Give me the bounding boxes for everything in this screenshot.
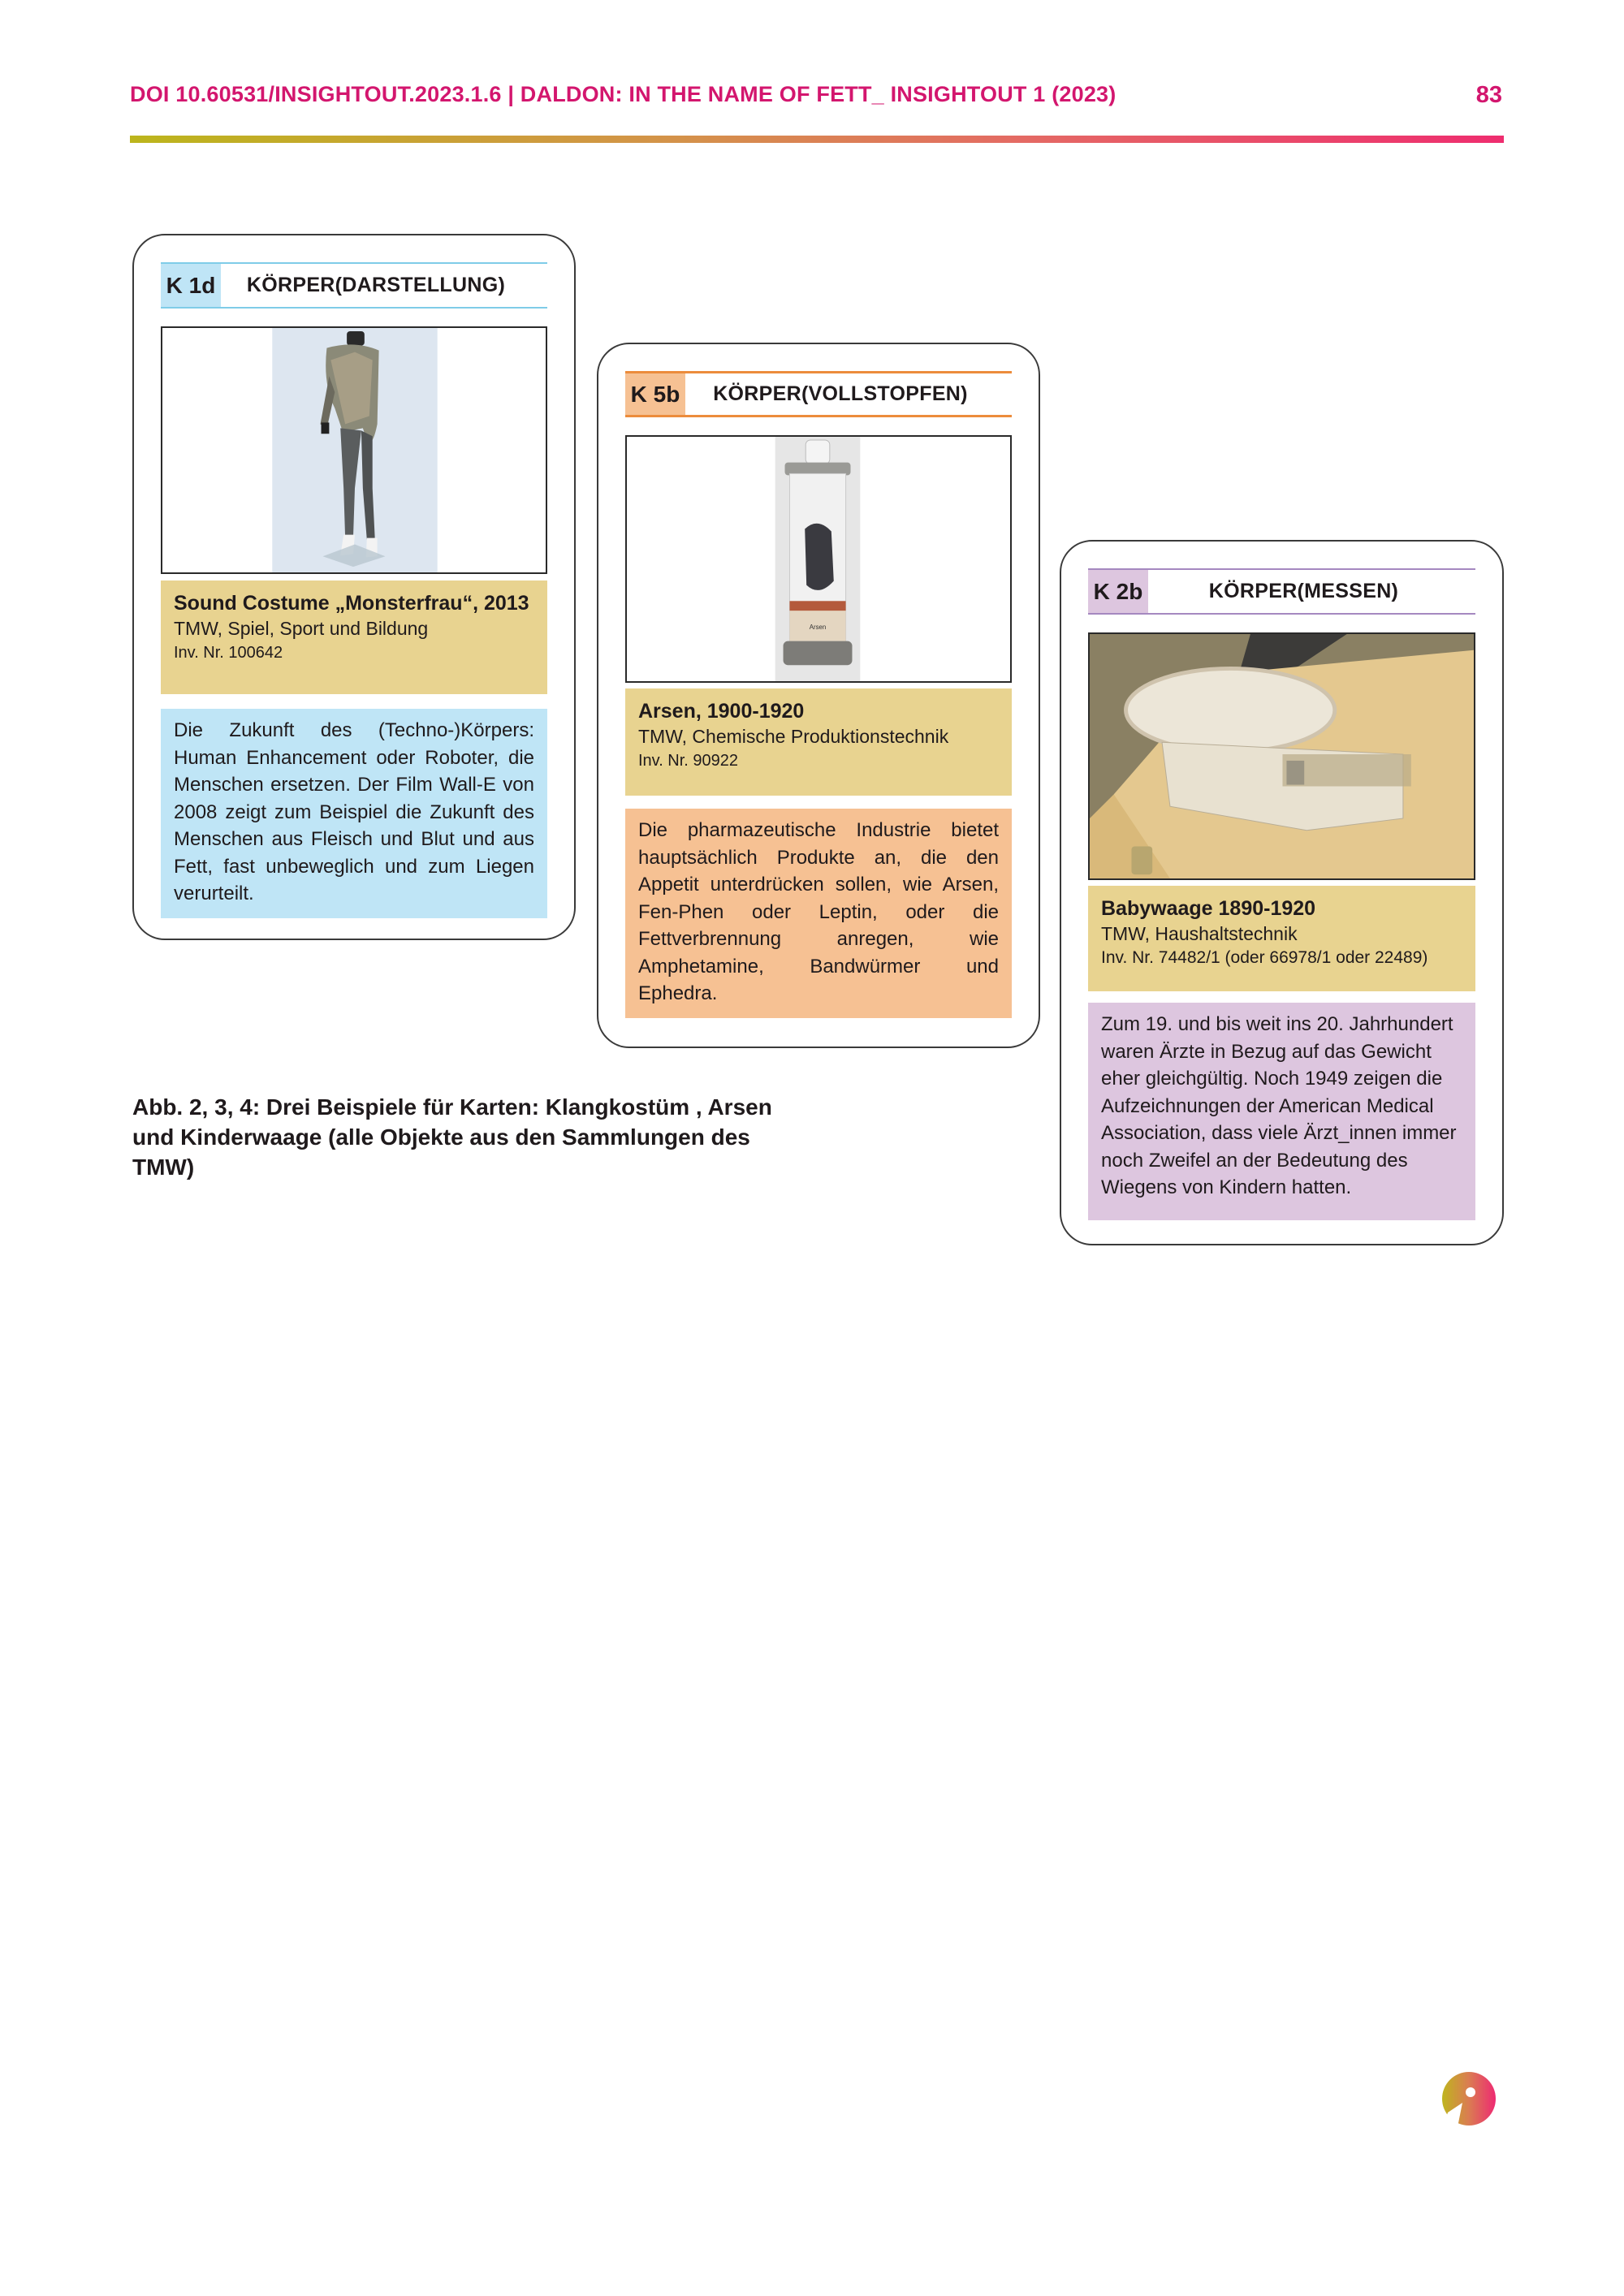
card-description: Die pharmazeutische Industrie bietet hauptsächlich Produkte an, die den Appetit unterdrücken sollen, wie Arsen, Fen-Phen oder Leptin, oder die Fettverbrennung anregen, wie Amphetamine, Bandwürmer und Ephedra. [625, 809, 1012, 1018]
card-code: K 5b [625, 373, 685, 415]
card-title: KÖRPER(DARSTELLUNG) [246, 274, 506, 296]
card-description: Die Zukunft des (Techno-)Körpers: Human Enhancement oder Roboter, die Menschen ersetzen. Der Film Wall-E von 2008 zeigt zum Beispiel die Zukunft des Menschen aus Fleisch und Blut und aus Fett, fast unbeweglich und zum Liegen verurteilt. [161, 709, 547, 918]
object-inventory: Inv. Nr. 100642 [174, 644, 283, 662]
card-header [625, 371, 1012, 417]
object-inventory: Inv. Nr. 74482/1 (oder 66978/1 oder 22489) [1101, 948, 1428, 967]
arsenic-jar-image [625, 435, 1012, 683]
gradient-rule [130, 136, 1504, 143]
object-name: Sound Costume „Monsterfrau“, 2013 [174, 592, 529, 615]
figure-caption: Abb. 2, 3, 4: Drei Beispiele für Karten: Klangkostüm , Arsen und Kinderwaage (alle Objekte aus den Sammlungen des TMW) [132, 1094, 772, 1180]
page-number: 83 [1475, 82, 1502, 108]
object-inventory: Inv. Nr. 90922 [638, 752, 739, 770]
card-k5b [597, 343, 1040, 1048]
card-code: K 1d [161, 264, 221, 307]
baby-scale-image [1088, 632, 1475, 880]
svg-text:Arsen: Arsen [809, 623, 827, 631]
card-k1d [132, 234, 576, 940]
mannequin-image [161, 326, 547, 574]
insightout-logo-icon [1440, 2070, 1497, 2127]
card-header [1088, 568, 1475, 615]
object-info [161, 580, 547, 694]
object-name: Babywaage 1890-1920 [1101, 897, 1316, 920]
card-code: K 2b [1088, 570, 1148, 613]
card-k2b [1060, 540, 1504, 1245]
object-department: TMW, Spiel, Sport und Bildung [174, 618, 429, 639]
card-description: Zum 19. und bis weit ins 20. Jahrhundert waren Ärzte in Bezug auf das Gewicht eher gleichgültig. Noch 1949 zeigen die Aufzeichnungen der American Medical Association, dass viele Ärzt_innen immer noch Zweifel an der Bedeutung des Wiegens von Kindern hatten. [1088, 1003, 1475, 1220]
card-title: KÖRPER(MESSEN) [1208, 580, 1399, 602]
running-header: DOI 10.60531/INSIGHTOUT.2023.1.6 | DALDON: IN THE NAME OF FETT_ INSIGHTOUT 1 (2023) [130, 82, 1116, 106]
object-department: TMW, Haushaltstechnik [1101, 923, 1298, 944]
card-header [161, 262, 547, 309]
object-info [1088, 886, 1475, 991]
card-title: KÖRPER(VOLLSTOPFEN) [713, 382, 968, 405]
object-name: Arsen, 1900-1920 [638, 700, 805, 723]
object-department: TMW, Chemische Produktionstechnik [638, 726, 949, 747]
object-info [625, 688, 1012, 796]
